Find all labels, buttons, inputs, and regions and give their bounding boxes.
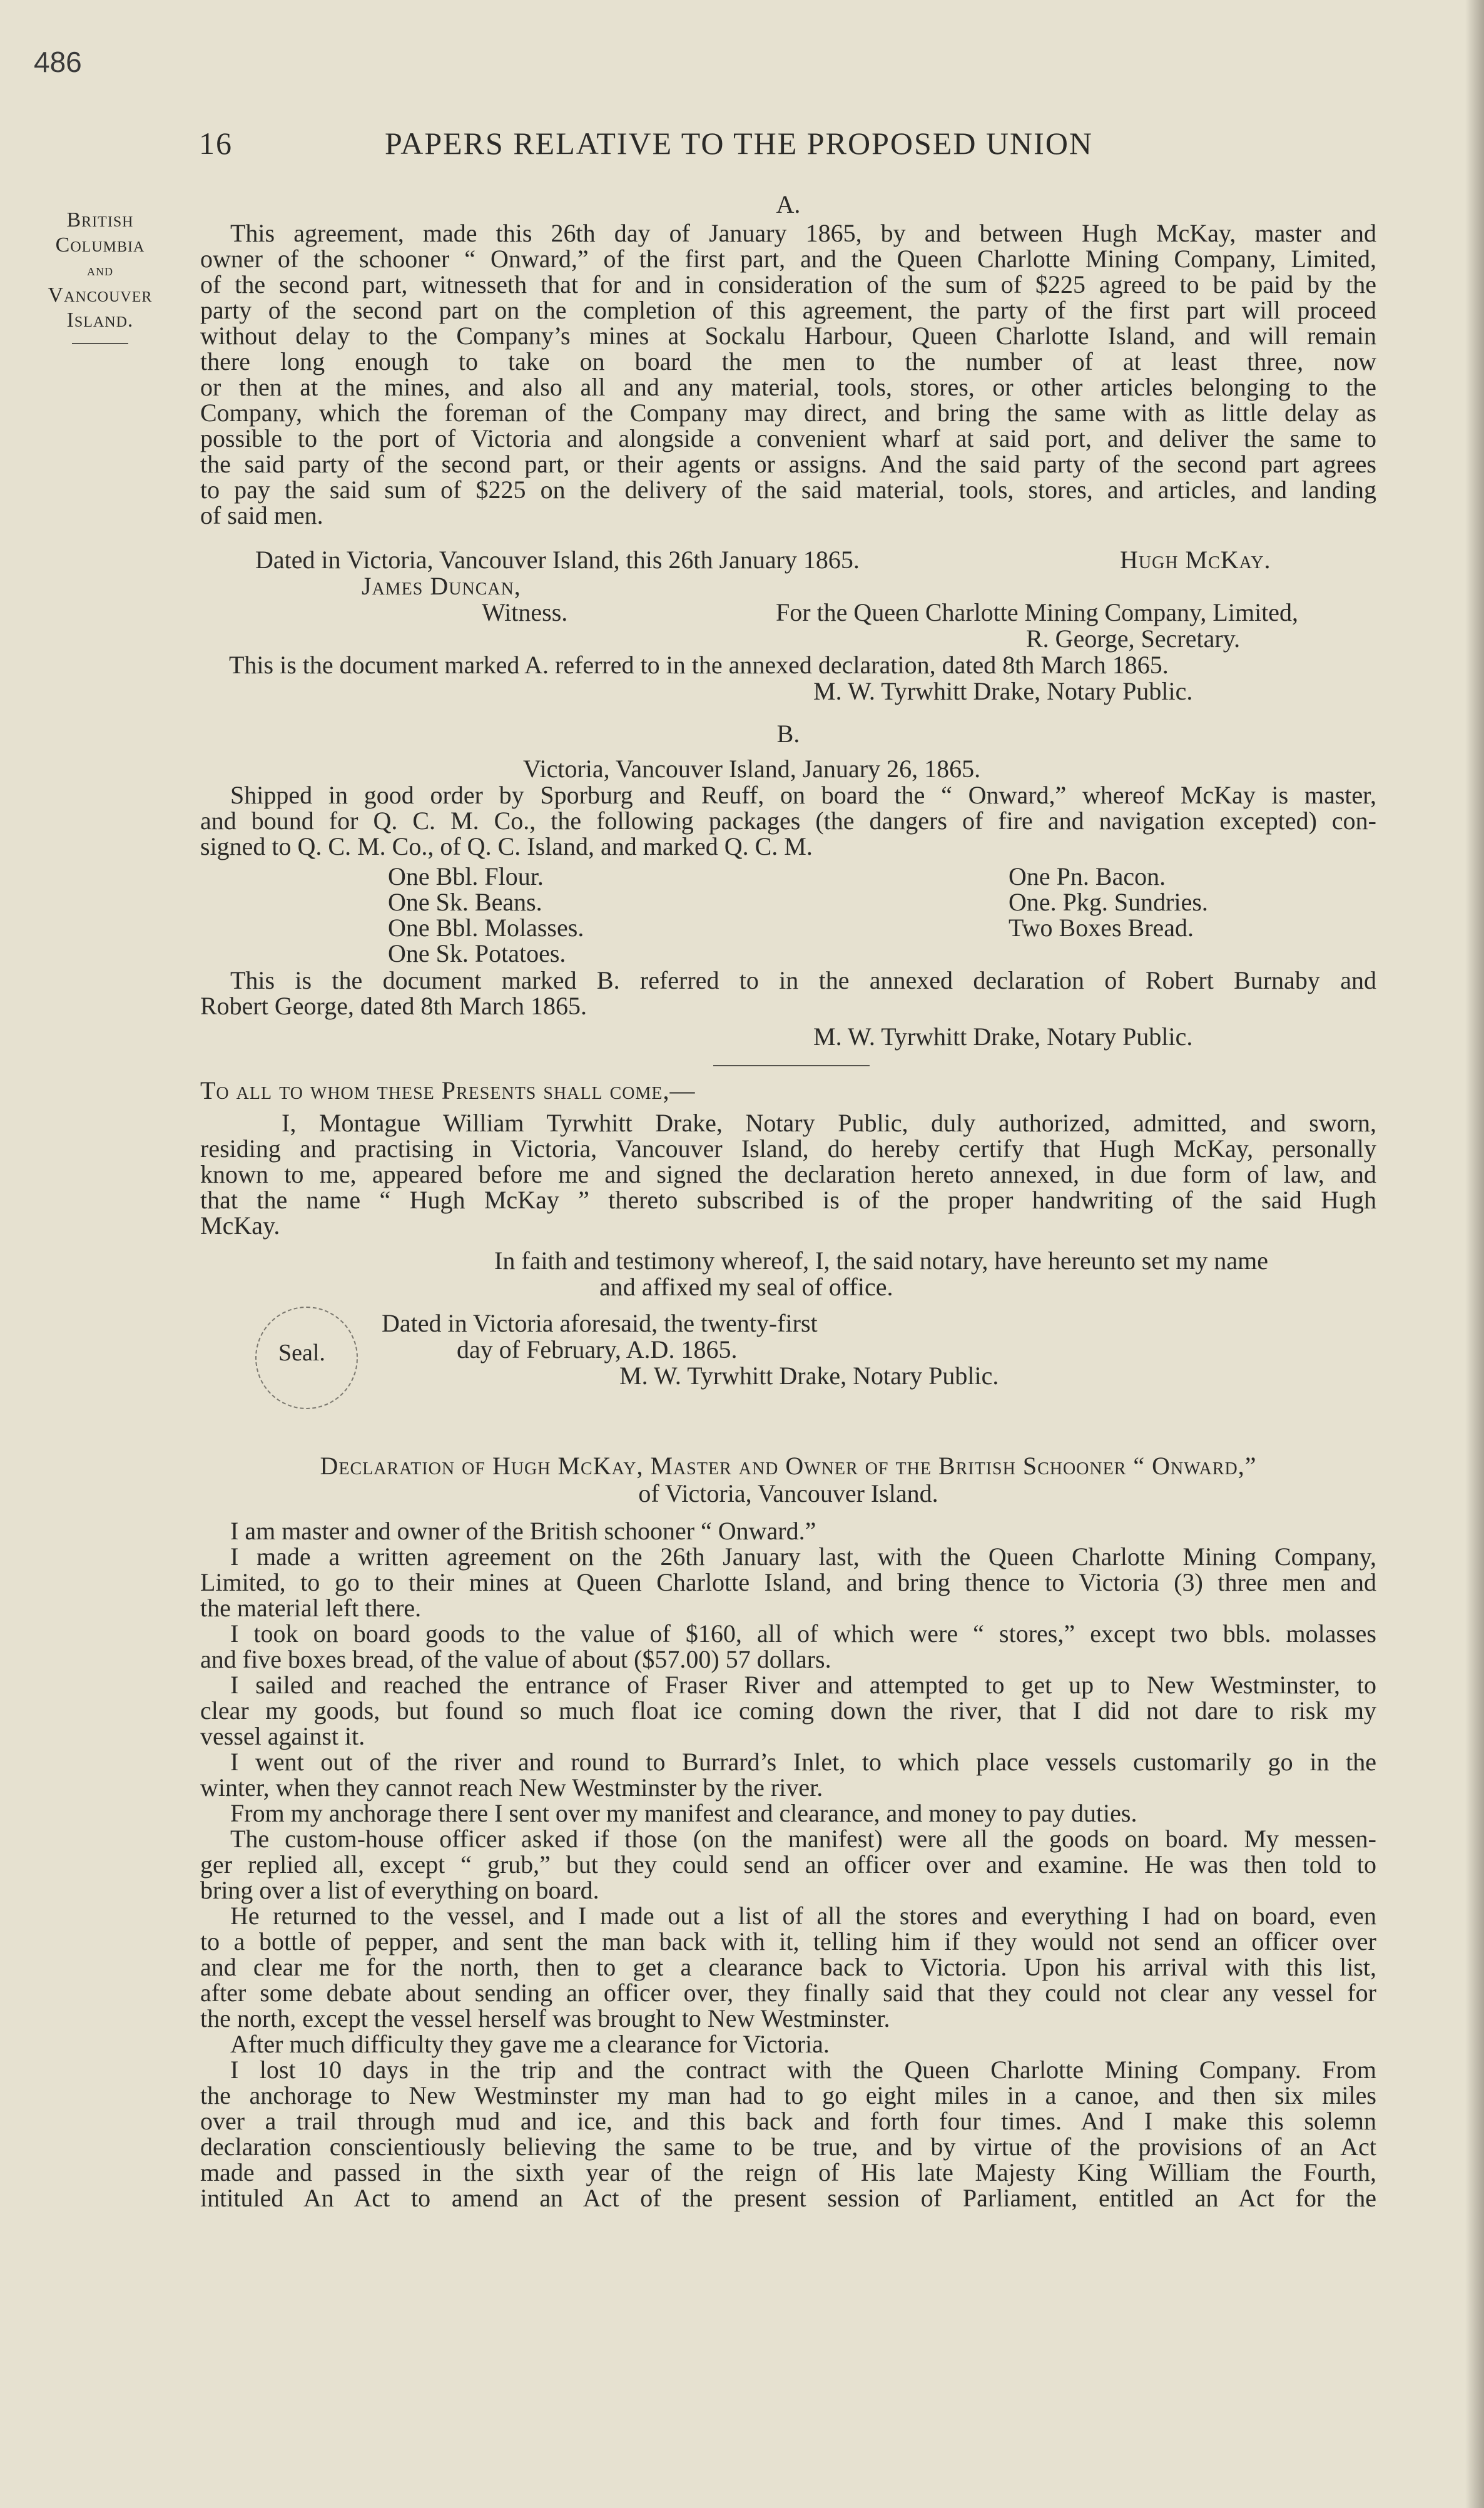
text-line: declaration conscientiously believing the same to be true, and by virtue of the provisions of an Act — [200, 2133, 1376, 2161]
doc-a-signer: Hugh McKay. — [1120, 546, 1271, 574]
text-line: I, Montague William Tyrwhitt Drake, Notary Public, duly authorized, admitted, and sworn, — [282, 1109, 1376, 1137]
text-line: I am master and owner of the British schooner “ Onward.” — [230, 1517, 816, 1545]
text-line: Robert George, dated 8th March 1865. — [200, 992, 587, 1020]
text-line: of the second part, witnesseth that for and in consideration of the sum of $225 agreed to be paid by the — [200, 270, 1376, 298]
text-line: This is the document marked B. referred to in the annexed declaration of Robert Burnaby and — [230, 966, 1376, 994]
text-line: The custom-house officer asked if those (on the manifest) were all the goods on board. My messen- — [230, 1825, 1376, 1853]
text-line: party of the second part on the completion of this agreement, the party of the first part will proceed — [200, 296, 1376, 324]
doc-b-heading: B. — [776, 720, 800, 748]
doc-b-notary: M. W. Tyrwhitt Drake, Notary Public. — [813, 1022, 1193, 1051]
text-line: From my anchorage there I sent over my manifest and clearance, and money to pay duties. — [230, 1799, 1137, 1827]
doc-b-marked — [200, 967, 1376, 1019]
text-line: after some debate about sending an officer over, they finally said that they could not clear any vessel for — [200, 1979, 1376, 2007]
certificate-dated: day of February, A.D. 1865. — [457, 1335, 738, 1364]
text-line: to a bottle of pepper, and sent the man back with it, telling him if they would not send an officer over — [200, 1927, 1376, 1955]
margin-note-line: British — [66, 208, 134, 232]
text-line: This agreement, made this 26th day of January 1865, by and between Hugh McKay, master and — [230, 219, 1376, 247]
margin-rule — [72, 343, 128, 344]
running-title: PAPERS RELATIVE TO THE PROPOSED UNION — [385, 126, 1094, 161]
text-line: and five boxes bread, of the value of about ($57.00) 57 dollars. — [200, 1645, 831, 1673]
certificate-body — [200, 1110, 1376, 1238]
for-company: For the Queen Charlotte Mining Company, Limited, — [776, 598, 1299, 626]
section-divider — [713, 1065, 870, 1066]
company-secretary: R. George, Secretary. — [1026, 624, 1241, 653]
text-line: clear my goods, but found so much float ice coming down the river, that I did not dare to risk my — [200, 1696, 1376, 1725]
text-line: the material left there. — [200, 1594, 422, 1622]
text-line: there long enough to take on board the men to the number of at least three, now — [200, 347, 1376, 375]
doc-a-heading: A. — [776, 190, 801, 218]
text-line: intituled An Act to amend an Act of the present session of Parliament, entitled an Act for the — [200, 2184, 1376, 2212]
text-line: winter, when they cannot reach New Westminster by the river. — [200, 1773, 823, 1802]
certificate-notary: M. W. Tyrwhitt Drake, Notary Public. — [619, 1362, 999, 1390]
declaration-title: of Victoria, Vancouver Island. — [638, 1479, 938, 1507]
text-line: signed to Q. C. M. Co., of Q. C. Island, and marked Q. C. M. — [200, 832, 813, 860]
doc-a-dated: Dated in Victoria, Vancouver Island, this 26th January 1865. — [255, 546, 860, 574]
package-item: Two Boxes Bread. — [1009, 914, 1194, 942]
faith-line: In faith and testimony whereof, I, the said notary, have hereunto set my name — [494, 1246, 1269, 1275]
text-line: I went out of the river and round to Burrard’s Inlet, to which place vessels customarily go in the — [230, 1748, 1376, 1776]
doc-b-place-date: Victoria, Vancouver Island, January 26, 1865. — [523, 755, 981, 783]
text-line: Shipped in good order by Sporburg and Reuff, on board the “ Onward,” whereof McKay is master, — [230, 781, 1376, 809]
package-item: One Bbl. Molasses. — [388, 914, 584, 942]
text-line: of said men. — [200, 501, 323, 529]
text-line: After much difficulty they gave me a clearance for Victoria. — [230, 2030, 830, 2058]
certificate-dated: Dated in Victoria aforesaid, the twenty-first — [382, 1309, 818, 1337]
text-line: I made a written agreement on the 26th January last, with the Queen Charlotte Mining Company, — [230, 1542, 1376, 1571]
witness-name: James Duncan, — [362, 572, 521, 600]
text-line: Limited, to go to their mines at Queen Charlotte Island, and bring thence to Victoria (3) three men and — [200, 1568, 1376, 1596]
margin-note-line: and — [87, 261, 113, 279]
packages-list-left — [388, 864, 584, 966]
packages-list-right — [1009, 864, 1208, 940]
text-line: McKay. — [200, 1211, 280, 1240]
package-item: One. Pkg. Sundries. — [1009, 888, 1208, 916]
doc-b-body — [200, 782, 1376, 859]
declaration-title: Declaration of Hugh McKay, Master and Owner of the British Schooner “ Onward,” — [320, 1452, 1257, 1480]
margin-note-line: Columbia — [55, 233, 145, 257]
text-line: the anchorage to New Westminster my man had to go eight miles in a canoe, and then six miles — [200, 2081, 1376, 2109]
text-line: and bound for Q. C. M. Co., the following packages (the dangers of fire and navigation excepted) con- — [200, 807, 1376, 835]
page-number: 16 — [199, 126, 233, 161]
faith-line: and affixed my seal of office. — [599, 1273, 893, 1301]
text-line: residing and practising in Victoria, Vancouver Island, do hereby certify that Hugh McKay, personally — [200, 1134, 1376, 1163]
text-line: without delay to the Company’s mines at Sockalu Harbour, Queen Charlotte Island, and will remain — [200, 322, 1376, 350]
text-line: I took on board goods to the value of $160, all of which were “ stores,” except two bbls. molasses — [230, 1619, 1376, 1648]
doc-a-body — [200, 220, 1376, 528]
margin-note-line: Island. — [66, 308, 134, 332]
text-line: known to me, appeared before me and signed the declaration hereto annexed, in due form of law, and — [200, 1160, 1376, 1188]
text-line: owner of the schooner “ Onward,” of the first part, and the Queen Charlotte Mining Company, Limited, — [200, 245, 1376, 273]
text-line: made and passed in the sixth year of the reign of His late Majesty King William the Fourth, — [200, 2158, 1376, 2186]
text-line: I sailed and reached the entrance of Fraser River and attempted to get up to New Westminster, to — [230, 1671, 1376, 1699]
text-line: Company, which the foreman of the Company may direct, and bring the same with as little delay as — [200, 399, 1376, 427]
text-line: or then at the mines, and also all and any material, tools, stores, or other articles belonging to the — [200, 373, 1376, 401]
text-line: the north, except the vessel herself was brought to New Westminster. — [200, 2004, 890, 2032]
package-item: One Bbl. Flour. — [388, 862, 544, 890]
witness-label: Witness. — [482, 598, 568, 626]
text-line: I lost 10 days in the trip and the contract with the Queen Charlotte Mining Company. From — [230, 2056, 1376, 2084]
package-item: One Pn. Bacon. — [1009, 862, 1166, 890]
text-line: to pay the said sum of $225 on the delivery of the said material, tools, stores, and articles, and landing — [200, 476, 1376, 504]
text-line: that the name “ Hugh McKay ” thereto subscribed is of the proper handwriting of the said Hugh — [200, 1186, 1376, 1214]
margin-note — [34, 208, 166, 333]
text-line: and clear me for the north, then to get a clearance back to Victoria. Upon his arrival with this list, — [200, 1953, 1376, 1981]
seal-label: Seal. — [278, 1340, 325, 1366]
text-line: He returned to the vessel, and I made out a list of all the stores and everything I had on board, even — [230, 1902, 1376, 1930]
text-line: over a trail through mud and ice, and this back and forth four times. And I make this solemn — [200, 2107, 1376, 2135]
declaration-body — [200, 1518, 1376, 2211]
package-item: One Sk. Potatoes. — [388, 939, 566, 967]
text-line: the said party of the second part, or their agents or assigns. And the said party of the second part agrees — [200, 450, 1376, 478]
text-line: possible to the port of Victoria and alongside a convenient wharf at said port, and deliver the same to — [200, 424, 1376, 452]
page-edge-shadow — [1465, 0, 1484, 2508]
folio-number: 486 — [34, 46, 82, 78]
text-line: bring over a list of everything on board. — [200, 1876, 599, 1904]
text-line: vessel against it. — [200, 1722, 365, 1750]
package-item: One Sk. Beans. — [388, 888, 542, 916]
margin-note-line: Vancouver — [48, 283, 153, 307]
notary-seal — [255, 1307, 358, 1409]
doc-a-notary: M. W. Tyrwhitt Drake, Notary Public. — [813, 677, 1193, 705]
text-line: ger replied all, except “ grub,” but they could send an officer over and examine. He was then told to — [200, 1850, 1376, 1878]
doc-a-marked: This is the document marked A. referred to in the annexed declaration, dated 8th March 1865. — [229, 651, 1169, 679]
certificate-heading: To all to whom these Presents shall come,— — [200, 1076, 696, 1104]
